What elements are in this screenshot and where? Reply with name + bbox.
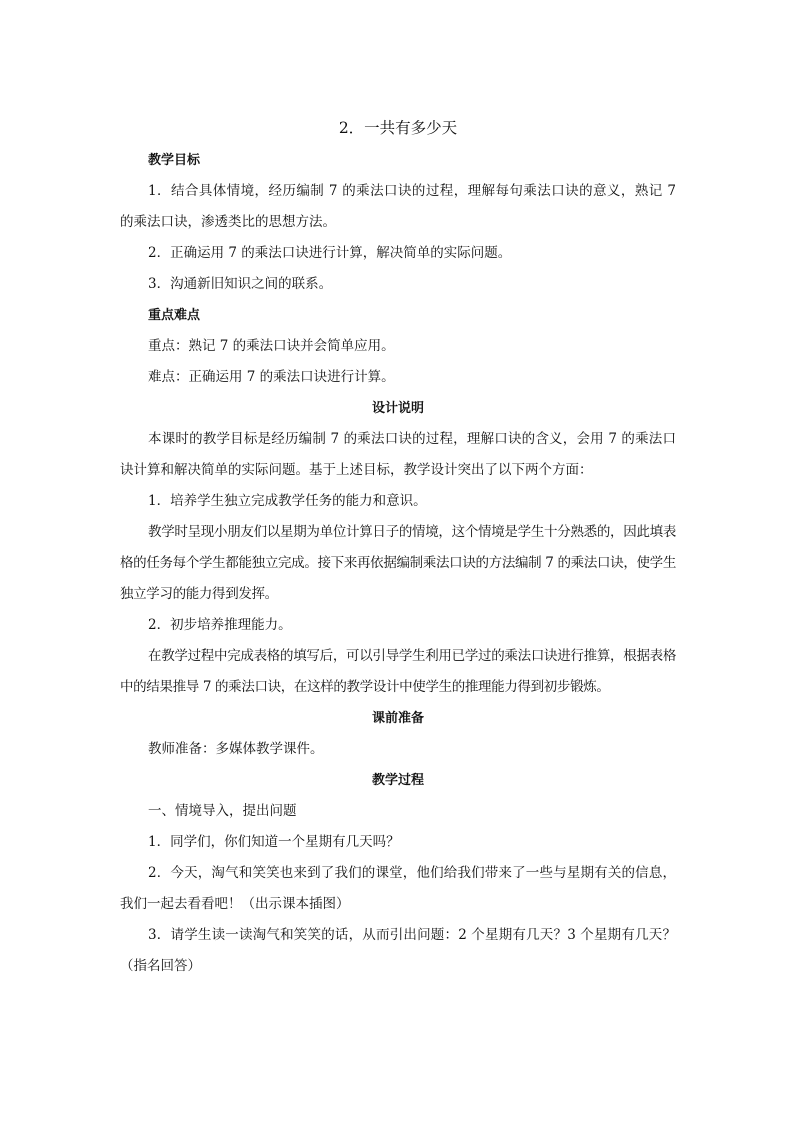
- preparation-item: 教师准备：多媒体教学课件。: [148, 741, 324, 757]
- process-step-heading: 一、情境导入，提出问题: [148, 803, 297, 819]
- key-point-focus: 重点：熟记 7 的乘法口诀并会简单应用。: [148, 338, 395, 354]
- design-paragraph-2: 在教学过程中完成表格的填写后，可以引导学生利用已学过的乘法口诀进行推算，根据表格中的结果推导 7 的乘法口诀，在这样的教学设计中使学生的推理能力得到初步锻炼。: [120, 648, 676, 695]
- section-heading-goals: 教学目标: [148, 153, 201, 168]
- goal-item-2: 2．正确运用 7 的乘法口诀进行计算，解决简单的实际问题。: [148, 245, 512, 261]
- goal-item-1: 1．结合具体情境，经历编制 7 的乘法口诀的过程，理解每句乘法口诀的意义，熟记 7 的乘法口诀，渗透类比的思想方法。: [120, 183, 676, 230]
- process-step-1: 1．同学们，你们知道一个星期有几天吗？: [148, 834, 400, 850]
- document-body: [120, 114, 676, 982]
- document-title: 2．一共有多少天: [338, 119, 458, 137]
- section-heading-key-points: 重点难点: [148, 308, 201, 323]
- design-point-1: 1．培养学生独立完成教学任务的能力和意识。: [148, 493, 427, 509]
- goal-item-3: 3．沟通新旧知识之间的联系。: [148, 276, 333, 292]
- design-paragraph-1: 教学时呈现小朋友们以星期为单位计算日子的情境，这个情境是学生十分熟悉的，因此填表格的任务每个学生都能独立完成。接下来再依据编制乘法口诀的方法编制 7 的乘法口诀，使学生独立学习的能力得到发挥。: [120, 524, 676, 602]
- design-paragraph-intro: 本课时的教学目标是经历编制 7 的乘法口诀的过程，理解口诀的含义，会用 7 的乘法口诀计算和解决简单的实际问题。基于上述目标，教学设计突出了以下两个方面：: [120, 431, 676, 478]
- section-heading-process: 教学过程: [371, 773, 424, 788]
- process-step-2: 2．今天，淘气和笑笑也来到了我们的课堂，他们给我们带来了一些与星期有关的信息，我们一起去看看吧！（出示课本插图）: [120, 865, 676, 912]
- process-step-3: 3．请学生读一读淘气和笑笑的话，从而引出问题：2 个星期有几天？3 个星期有几天？（指名回答）: [120, 927, 676, 974]
- design-point-2: 2．初步培养推理能力。: [148, 617, 292, 633]
- section-heading-design: 设计说明: [371, 401, 424, 416]
- key-point-difficulty: 难点：正确运用 7 的乘法口诀进行计算。: [148, 369, 395, 385]
- section-heading-preparation: 课前准备: [371, 711, 424, 726]
